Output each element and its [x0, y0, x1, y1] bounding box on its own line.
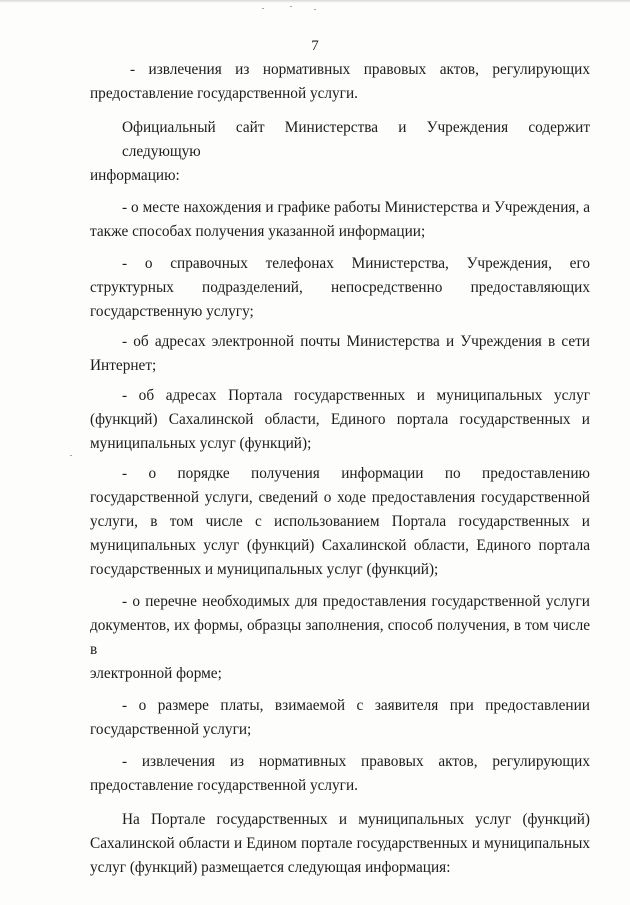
text-line: государственной услуги;: [90, 721, 252, 738]
paragraph: [90, 330, 590, 378]
paragraph: [90, 590, 590, 686]
paragraph: [90, 808, 590, 880]
scan-top-edge: [0, 0, 630, 3]
text-line: также способах получения указанной информации;: [90, 223, 426, 240]
text-line: услуг (функций) размещается следующая информация:: [90, 859, 451, 876]
paragraph: [90, 694, 590, 742]
text-line: - об адресах Портала государственных и муниципальных услуг: [122, 387, 590, 404]
text-line: государственной услуги, сведений о ходе предоставления государственной: [90, 489, 590, 506]
document-body: [90, 58, 590, 886]
scan-speck: [314, 9, 316, 10]
paragraph: [90, 252, 590, 324]
text-line: государственную услугу;: [90, 303, 254, 320]
paragraph: [90, 462, 590, 582]
paragraph: [90, 116, 590, 188]
text-line: - о месте нахождения и графике работы Министерства и Учреждения, а: [122, 199, 590, 216]
scan-speck: [70, 455, 72, 456]
text-line: муниципальных услуг (функций);: [90, 435, 312, 452]
text-line: структурных подразделений, непосредственно предоставляющих: [90, 279, 590, 296]
text-line: - о справочных телефонах Министерства, Учреждения, его: [122, 255, 590, 272]
scan-speck: [262, 8, 264, 9]
text-line: - об адресах электронной почты Министерства и Учреждения в сети: [122, 333, 590, 350]
page-number: 7: [311, 38, 319, 54]
text-line: государственных и муниципальных услуг (функций);: [90, 561, 439, 578]
text-line: документов, их формы, образцы заполнения, способ получения, в том числе в: [90, 617, 590, 658]
paragraph: [90, 750, 590, 798]
text-line: муниципальных услуг (функций) Сахалинской области, Единого портала: [90, 537, 590, 554]
paragraph: [90, 384, 590, 456]
text-line: На Портале государственных и муниципальных услуг (функций): [122, 811, 590, 828]
text-line: (функций) Сахалинской области, Единого портала государственных и: [90, 411, 590, 428]
text-line: - извлечения из нормативных правовых актов, регулирующих: [130, 61, 590, 78]
paragraph: [90, 58, 590, 106]
scan-speck: [290, 6, 292, 7]
paragraph: [90, 196, 590, 244]
text-line: - о перечне необходимых для предоставления государственной услуги: [122, 593, 590, 610]
text-line: предоставление государственной услуги.: [90, 85, 358, 102]
text-line: - извлечения из нормативных правовых актов, регулирующих: [122, 753, 590, 770]
text-line: предоставление государственной услуги.: [90, 777, 358, 794]
text-line: Интернет;: [90, 357, 157, 374]
text-line: информацию:: [90, 167, 180, 184]
text-line: - о размере платы, взимаемой с заявителя при предоставлении: [122, 697, 590, 714]
text-line: - о порядке получения информации по предоставлению: [122, 465, 590, 482]
text-line: электронной форме;: [90, 665, 222, 682]
text-line: услуги, в том числе с использованием Портала государственных и: [90, 513, 590, 530]
text-line: Сахалинской области и Едином портале государственных и муниципальных: [90, 835, 590, 852]
text-line: Официальный сайт Министерства и Учреждения содержит следующую: [122, 119, 590, 160]
